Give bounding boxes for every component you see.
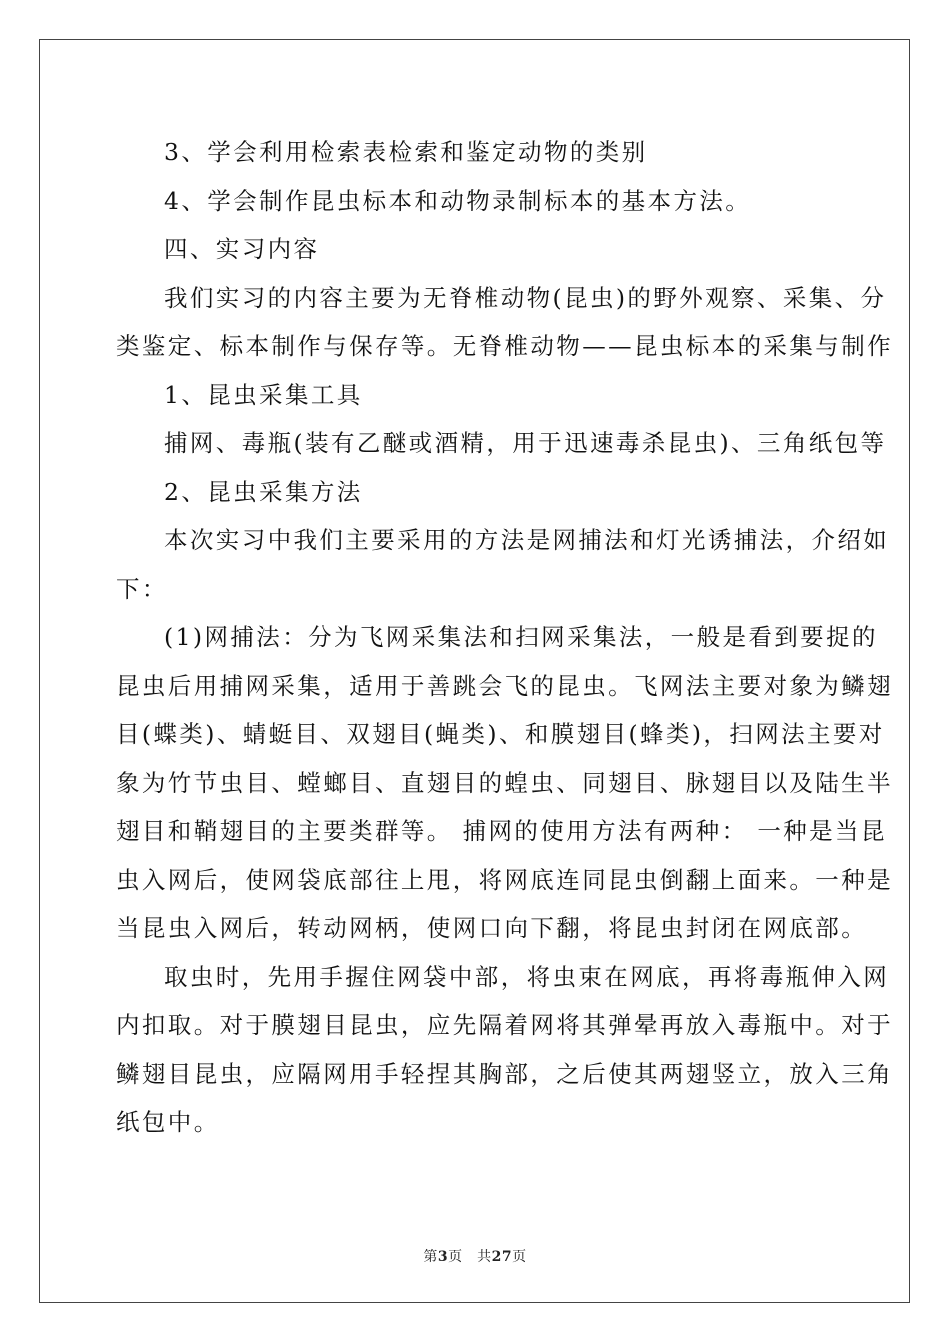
text-line: 虫入网后，使网袋底部往上甩，将网底连同昆虫倒翻上面来。一种是 xyxy=(116,865,893,894)
page-prefix: 第 xyxy=(423,1249,438,1265)
current-page-number: 3 xyxy=(437,1249,449,1265)
page-suffix: 页 xyxy=(512,1249,527,1265)
total-page-count: 27 xyxy=(491,1249,513,1265)
document-body xyxy=(116,128,893,1147)
text-line: (1)网捕法：分为飞网采集法和扫网采集法，一般是看到要捉的 xyxy=(164,623,878,651)
text-line: 昆虫后用捕网采集，适用于善跳会飞的昆虫。飞网法主要对象为鳞翅 xyxy=(116,671,893,700)
text-line: 4、学会制作昆虫标本和动物录制标本的基本方法。 xyxy=(164,186,752,215)
text-line: 类鉴定、标本制作与保存等。无脊椎动物——昆虫标本的采集与制作 xyxy=(116,332,893,360)
text-line: 目(蝶类)、蜻蜓目、双翅目(蝇类)、和膜翅目(蜂类)，扫网法主要对 xyxy=(116,720,885,748)
page-mid-text: 页 共 xyxy=(448,1249,492,1265)
text-line: 当昆虫入网后，转动网柄，使网口向下翻，将昆虫封闭在网底部。 xyxy=(116,914,868,942)
text-line: 鳞翅目昆虫，应隔网用手轻捏其胸部，之后使其两翅竖立，放入三角 xyxy=(116,1059,893,1088)
subheading: 2、昆虫采集方法 xyxy=(164,477,363,506)
subheading: 1、昆虫采集工具 xyxy=(164,380,363,409)
text-line: 3、学会利用检索表检索和鉴定动物的类别 xyxy=(164,138,648,166)
text-line: 下： xyxy=(116,574,168,603)
page-footer xyxy=(0,1246,950,1266)
text-line: 翅目和鞘翅目的主要类群等。 捕网的使用方法有两种： 一种是当昆 xyxy=(116,817,887,845)
text-line: 纸包中。 xyxy=(116,1108,220,1136)
section-heading: 四、实习内容 xyxy=(164,235,320,263)
text-line: 捕网、毒瓶(装有乙醚或酒精，用于迅速毒杀昆虫)、三角纸包等 xyxy=(164,429,887,457)
text-line: 内扣取。对于膜翅目昆虫，应先隔着网将其弹晕再放入毒瓶中。对于 xyxy=(116,1011,893,1039)
text-line: 本次实习中我们主要采用的方法是网捕法和灯光诱捕法，介绍如 xyxy=(164,526,890,554)
text-line: 象为竹节虫目、螳螂目、直翅目的蝗虫、同翅目、脉翅目以及陆生半 xyxy=(116,768,893,797)
text-line: 取虫时，先用手握住网袋中部，将虫束在网底，再将毒瓶伸入网 xyxy=(164,962,890,991)
text-line: 我们实习的内容主要为无脊椎动物(昆虫)的野外观察、采集、分 xyxy=(164,283,887,312)
